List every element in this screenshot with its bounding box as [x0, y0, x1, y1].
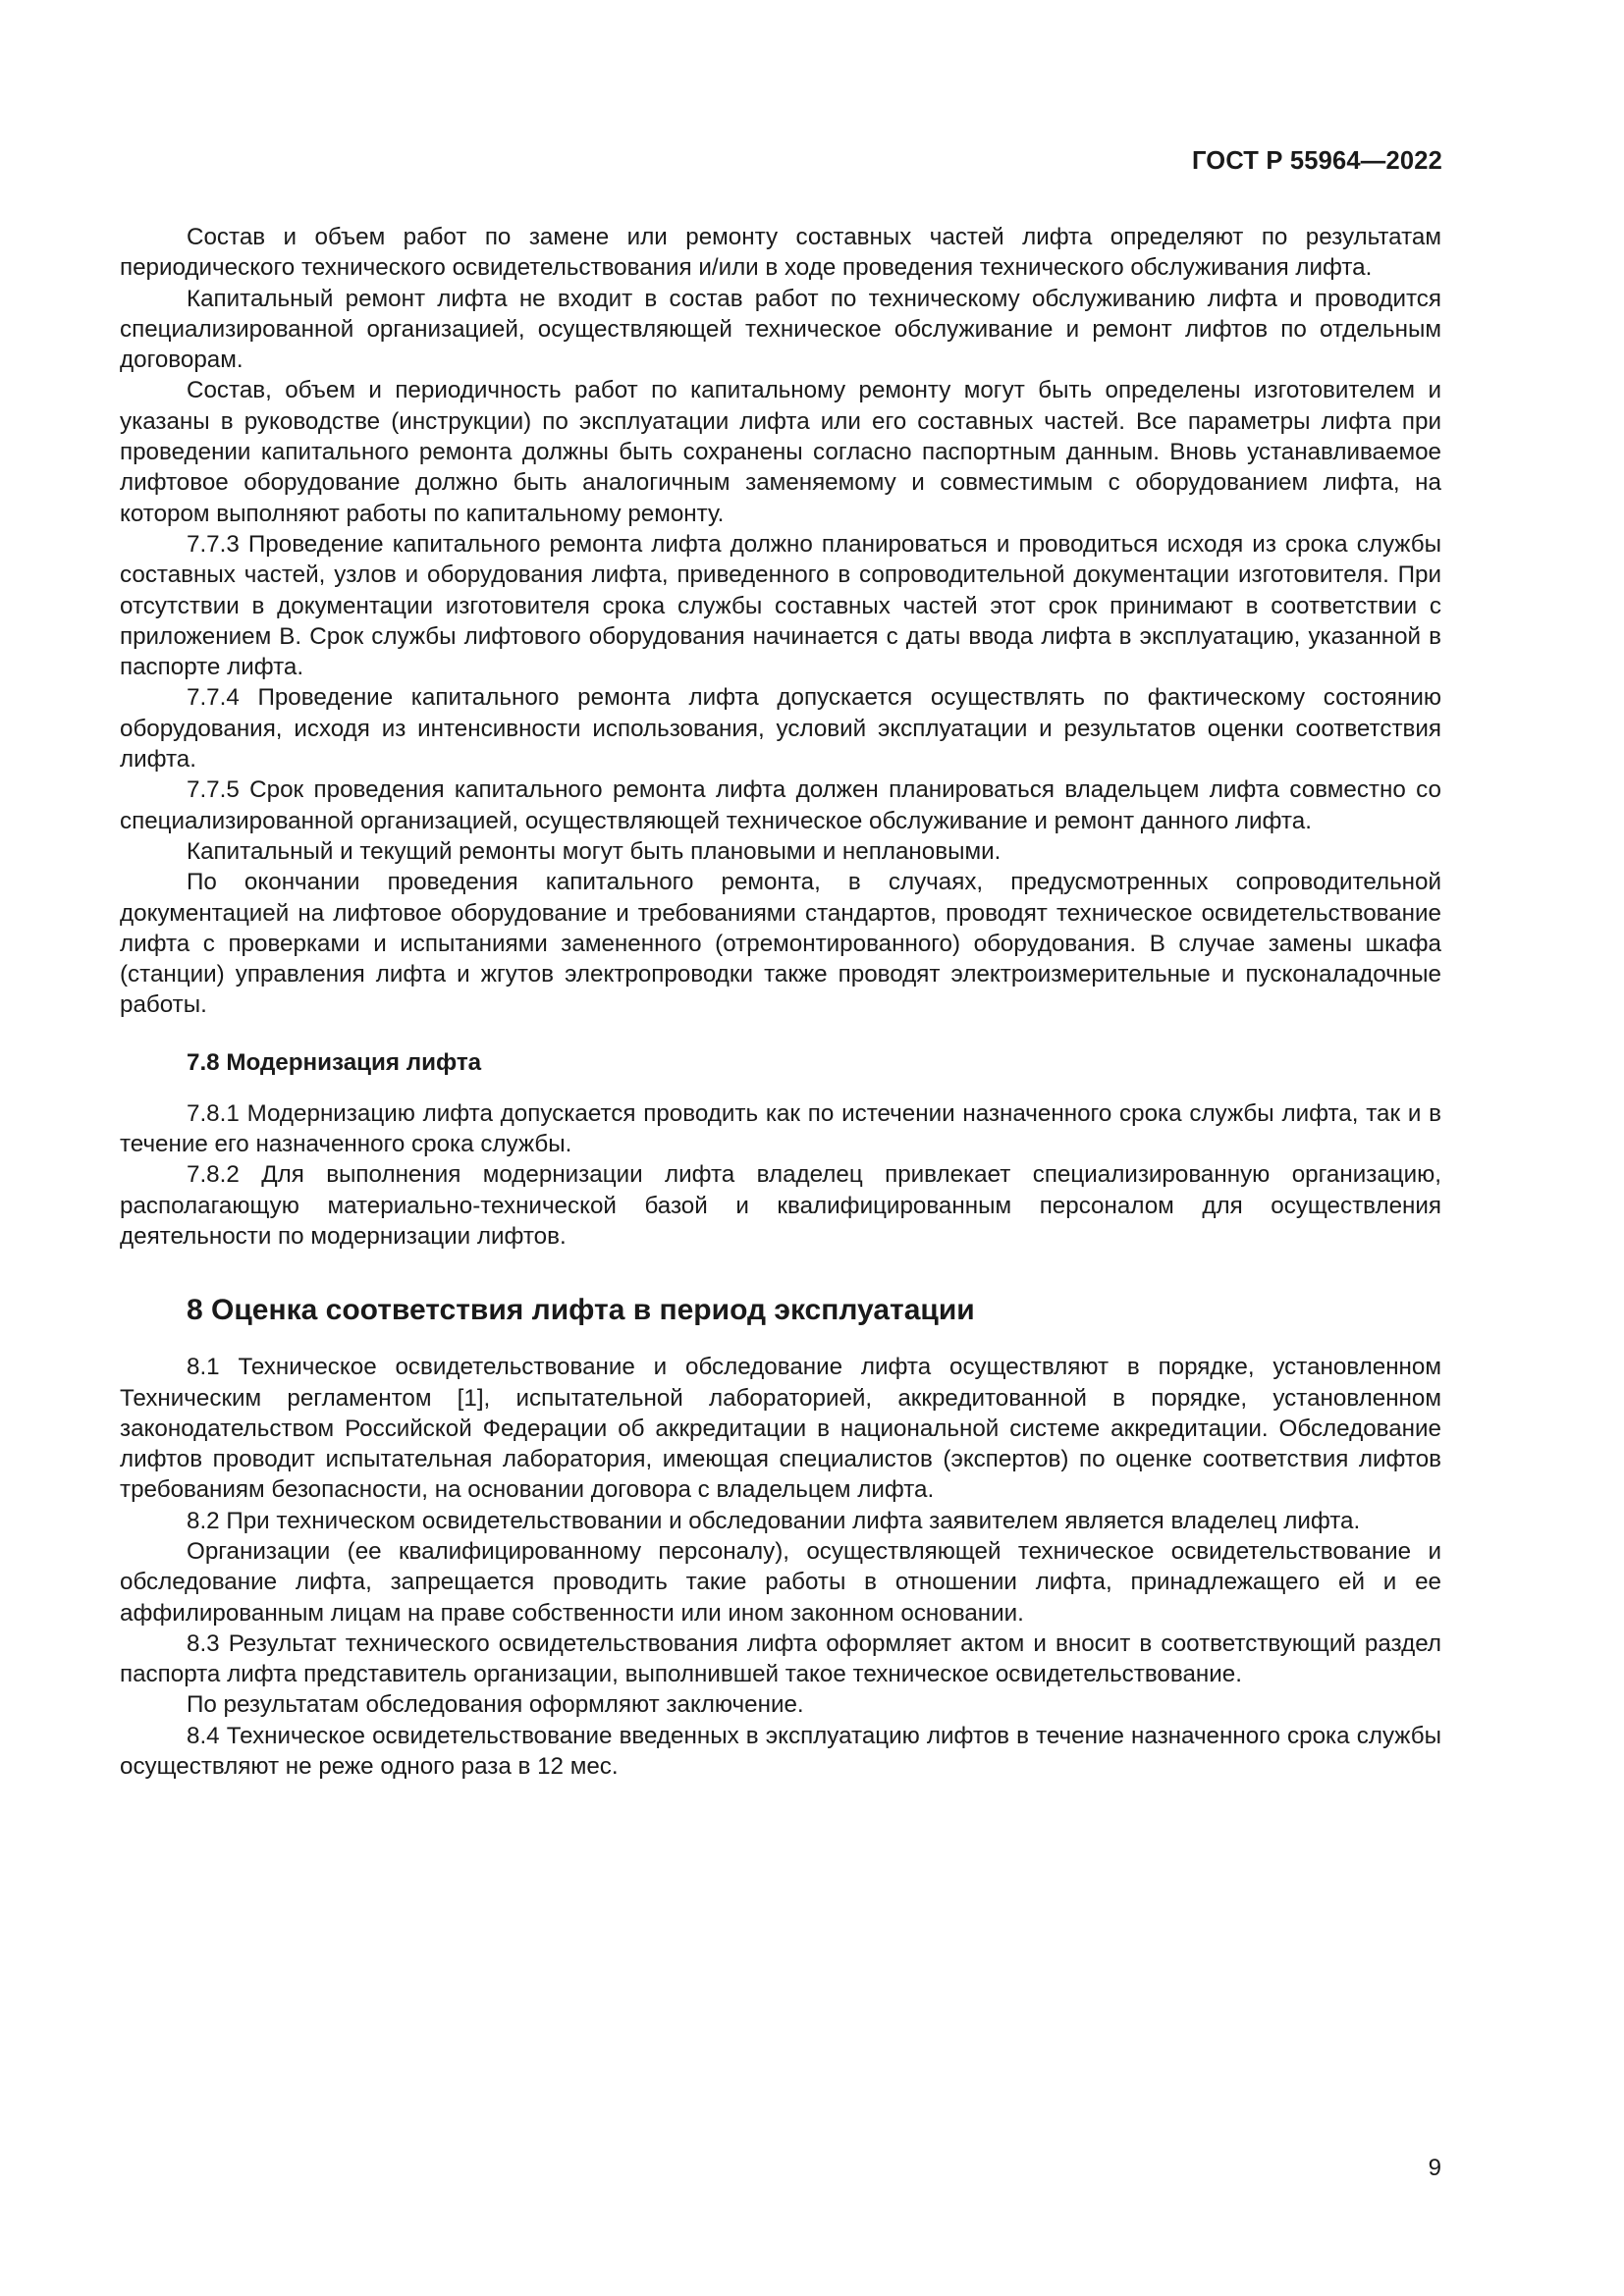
paragraph-7-8-2: 7.8.2 Для выполнения модернизации лифта владелец привлекает специализированную организацию, располагающую материально-технической базой и квалифицированным персоналом для осуществления деятельности по модернизации лифтов.: [120, 1161, 1441, 1250]
paragraph-8-1: 8.1 Техническое освидетельствование и обследование лифта осуществляют в порядке, установленном Техническим регламентом [1], испытательной лабораторией, аккредитованной в порядке, установленном законодательством Российской Федерации об аккредитации в национальной системе аккредитации. Обследование лифтов проводит испытательная лаборатория, имеющая специалистов (экспертов) по оценке соответствия лифтов требованиям безопасности, на основании договора с владельцем лифта.: [120, 1354, 1441, 1504]
paragraph: По результатам обследования оформляют заключение.: [187, 1691, 804, 1719]
paragraph-8-2: 8.2 При техническом освидетельствовании и обследовании лифта заявителем является владелец лифта.: [187, 1507, 1361, 1534]
paragraph: Состав, объем и периодичность работ по капитальному ремонту могут быть определены изготовителем и указаны в руководстве (инструкции) по эксплуатации лифта или его составных частей. Все параметры лифта при проведении капитального ремонта должны быть сохранены согласно паспортным данным. Вновь устанавливаемое лифтовое оборудование должно быть аналогичным заменяемому и совместимым с оборудованием лифта, на котором выполняют работы по капитальному ремонту.: [120, 377, 1441, 527]
paragraph: Организации (ее квалифицированному персоналу), осуществляющей техническое освидетельствование и обследование лифта, запрещается проводить такие работы в отношении лифта, принадлежащего ей и ее аффилированным лицам на праве собственности или ином законном основании.: [120, 1537, 1441, 1627]
document-body: [120, 222, 1441, 1782]
paragraph: Капитальный и текущий ремонты могут быть плановыми и неплановыми.: [187, 837, 1001, 865]
paragraph: Состав и объем работ по замене или ремонту составных частей лифта определяют по результатам периодического технического освидетельствования и/или в ходе проведения технического обслуживания лифта.: [120, 224, 1441, 282]
paragraph-7-7-3: 7.7.3 Проведение капитального ремонта лифта должно планироваться и проводиться исходя из срока службы составных частей, узлов и оборудования лифта, приведенного в сопроводительной документации изготовителя. При отсутствии в документации изготовителя срока службы составных частей этот срок принимают в соответствии с приложением В. Срок службы лифтового оборудования начинается с даты ввода лифта в эксплуатацию, указанной в паспорте лифта.: [120, 530, 1441, 681]
paragraph-8-3: 8.3 Результат технического освидетельствования лифта оформляет актом и вносит в соответствующий раздел паспорта лифта представитель организации, выполнившей такое техническое освидетельствование.: [120, 1629, 1441, 1688]
paragraph-7-8-1: 7.8.1 Модернизацию лифта допускается проводить как по истечении назначенного срока службы лифта, так и в течение его назначенного срока службы.: [120, 1099, 1441, 1158]
section-heading-8: 8 Оценка соответствия лифта в период эксплуатации: [187, 1294, 975, 1327]
paragraph-7-7-5: 7.7.5 Срок проведения капитального ремонта лифта должен планироваться владельцем лифта совместно со специализированной организацией, осуществляющей техническое обслуживание и ремонт данного лифта.: [120, 776, 1441, 834]
paragraph: Капитальный ремонт лифта не входит в состав работ по техническому обслуживанию лифта и проводится специализированной организацией, осуществляющей техническое обслуживание и ремонт лифтов по отдельным договорам.: [120, 285, 1441, 374]
paragraph-8-4: 8.4 Техническое освидетельствование введенных в эксплуатацию лифтов в течение назначенного срока службы осуществляют не реже одного раза в 12 мес.: [120, 1722, 1441, 1781]
paragraph: По окончании проведения капитального ремонта, в случаях, предусмотренных сопроводительной документацией на лифтовое оборудование и требованиями стандартов, проводят техническое освидетельствование лифта с проверками и испытаниями замененного (отремонтированного) оборудования. В случае замены шкафа (станции) управления лифта и жгутов электропроводки также проводят электроизмерительные и пусконаладочные работы.: [120, 869, 1441, 1019]
standard-code: ГОСТ Р 55964—2022: [1191, 147, 1442, 175]
paragraph-7-7-4: 7.7.4 Проведение капитального ремонта лифта допускается осуществлять по фактическому состоянию оборудования, исходя из интенсивности использования, условий эксплуатации и результатов оценки соответствия лифта.: [120, 684, 1441, 774]
page-number: 9: [1428, 2155, 1441, 2181]
subsection-heading-7-8: 7.8 Модернизация лифта: [187, 1048, 482, 1076]
